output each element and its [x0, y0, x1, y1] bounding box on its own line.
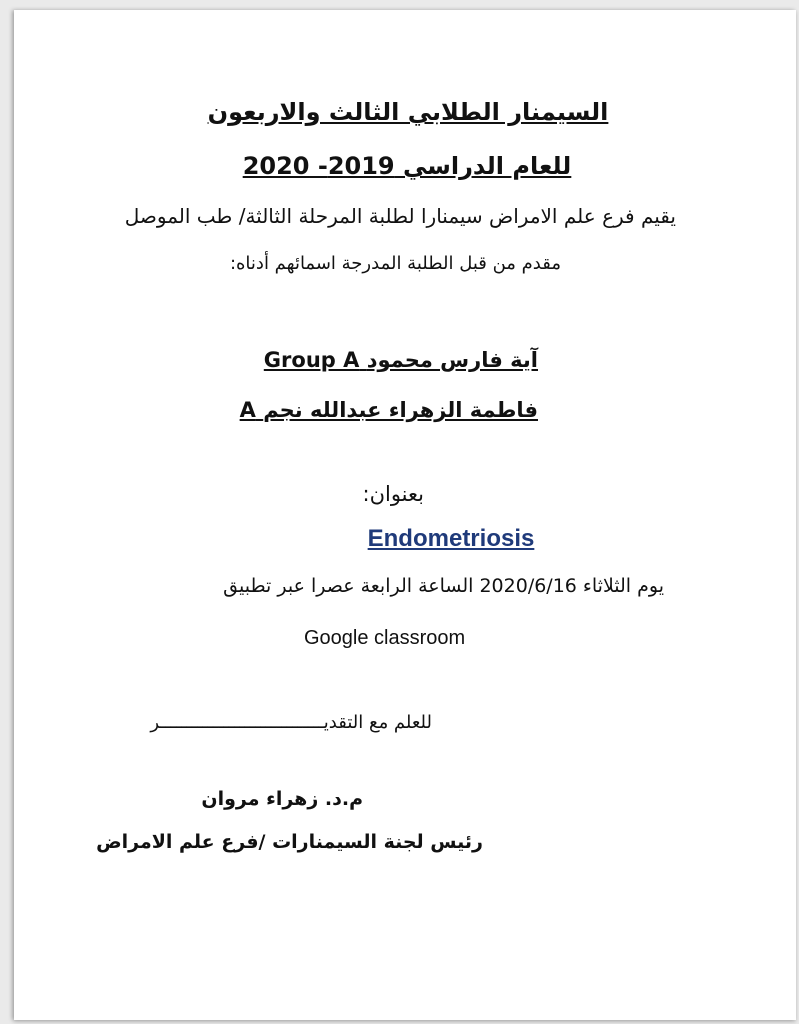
presenter-name: آية فارس محمود	[366, 348, 538, 372]
intro-text: يقيم فرع علم الامراض سيمنارا لطلبة المرحلة الثالثة/ طب الموصل	[124, 204, 676, 228]
titled-label: بعنوان:	[362, 482, 424, 506]
document-sheet	[14, 10, 796, 1020]
platform-text: Google classroom	[304, 627, 466, 649]
presenter-row	[240, 398, 538, 422]
schedule-text: يوم الثلاثاء 2020/6/16 الساعة الرابعة عصرا عبر تطبيق	[223, 575, 664, 597]
presenter-group: Group A	[263, 348, 360, 372]
presenter-group: A	[239, 398, 256, 422]
presenter-name: فاطمة الزهراء عبدالله نجم	[263, 398, 538, 422]
seminar-title: السيمنار الطلابي الثالث والاربعون	[207, 98, 609, 126]
presenter-row	[264, 348, 538, 372]
presented-by-text: مقدم من قبل الطلبة المدرجة اسمائهم أدناه:	[229, 253, 561, 274]
regards-text: للعلم مع التقديـــــــــــــــــــــــــــــــر	[150, 712, 432, 733]
seminar-topic: Endometriosis	[367, 525, 535, 552]
signer-position: رئيس لجنة السيمنارات /فرع علم الامراض	[96, 831, 483, 853]
academic-year: للعام الدراسي 2019- 2020	[242, 152, 572, 180]
signer-name: م.د. زهراء مروان	[201, 788, 363, 810]
